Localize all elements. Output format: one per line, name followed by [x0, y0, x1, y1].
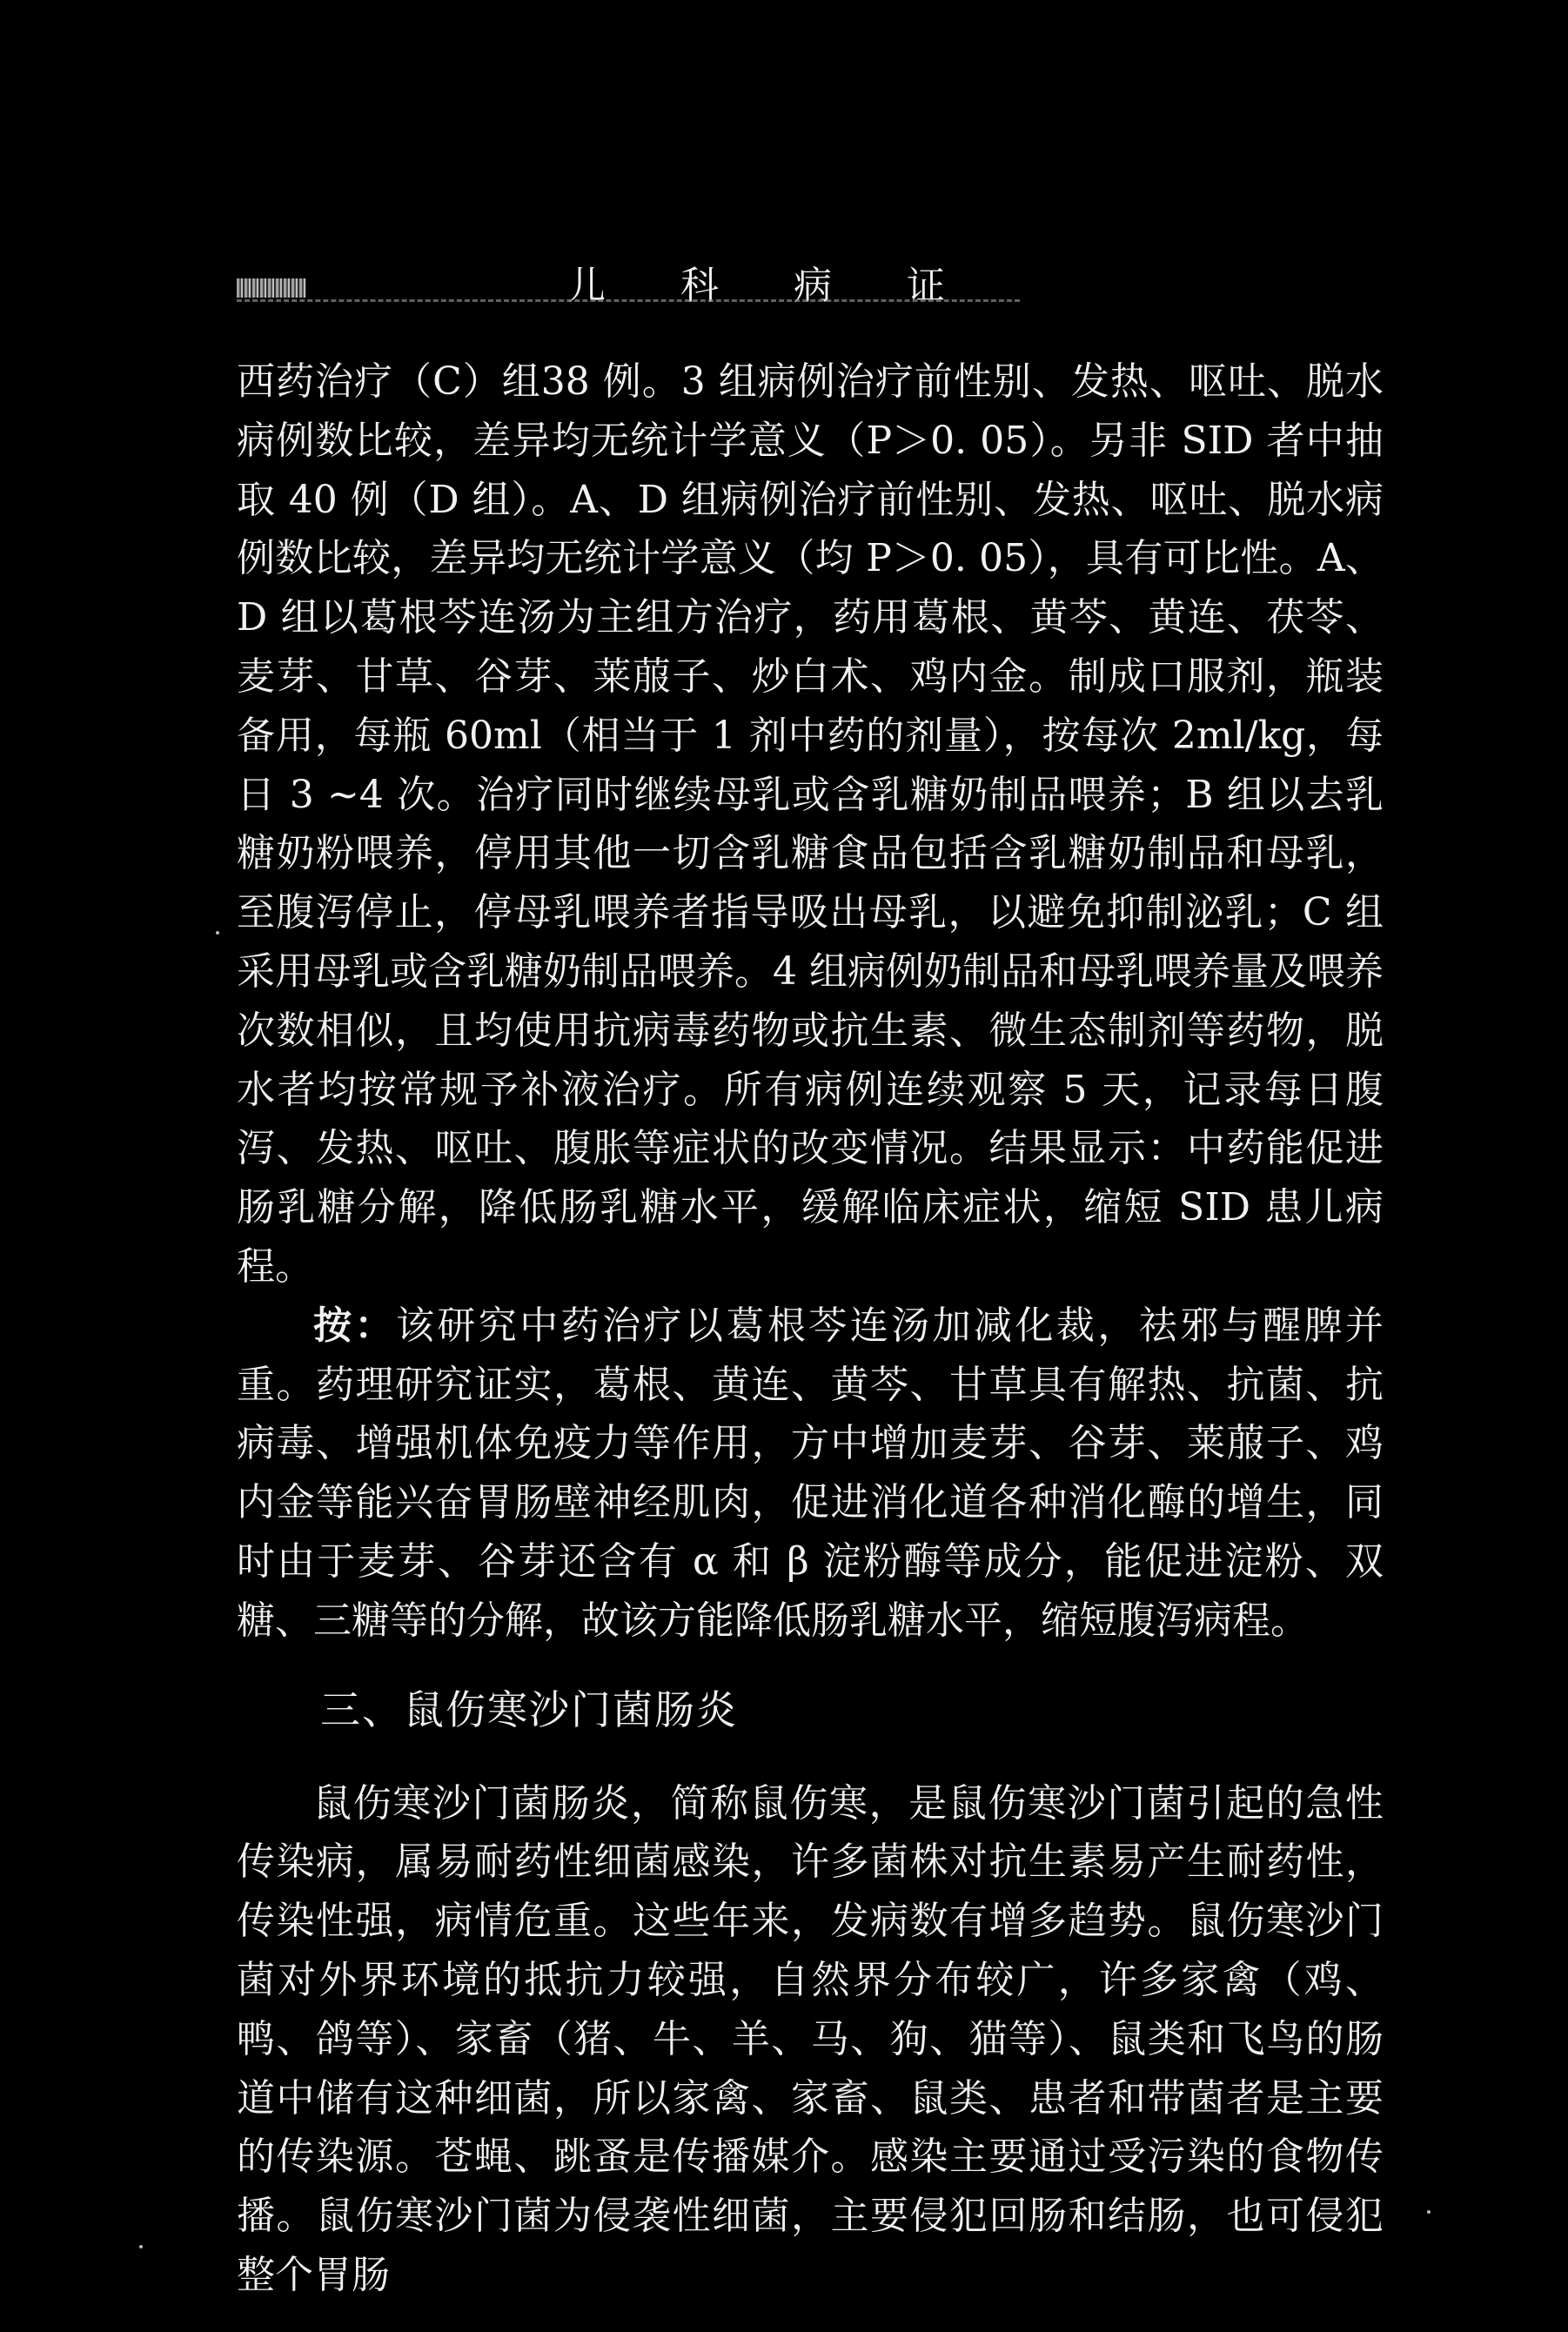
- running-head: [237, 254, 1368, 306]
- paragraph-note: [237, 1297, 1384, 1651]
- scan-speck: [139, 2245, 143, 2248]
- section-heading: 三、鼠伤寒沙门菌肠炎: [320, 1685, 738, 1733]
- paragraph-study-methods: 西药治疗（C）组38 例。3 组病例治疗前性别、发热、呕吐、脱水病例数比较，差异均无统计学意义（P＞0. 05）。另非 SID 者中抽取 40 例（D 组）。A、D 组病例治疗前性别、发热、呕吐、脱水病例数比较，差异均无统计学意义（均 P＞0. 05），具有可比性。A、D 组以葛根芩连汤为主组方治疗，药用葛根、黄芩、黄连、茯苓、麦芽、甘草、谷芽、莱菔子、炒白术、鸡内金。制成口服剂，瓶装备用，每瓶 60ml（相当于 1 剂中药的剂量），按每次 2ml/kg，每日 3 ~4 次。治疗同时继续母乳或含乳糖奶制品喂养；B 组以去乳糖奶粉喂养，停用其他一切含乳糖食品包括含乳糖奶制品和母乳，至腹泻停止，停母乳喂养者指导吸出母乳，以避免抑制泌乳；C 组采用母乳或含乳糖奶制品喂养。4 组病例奶制品和母乳喂养量及喂养次数相似，且均使用抗病毒药物或抗生素、微生态制剂等药物，脱水者均按常规予补液治疗。所有病例连续观察 5 天，记录每日腹泻、发热、呕吐、腹胀等症状的改变情况。结果显示：中药能促进肠乳糖分解，降低肠乳糖水平，缓解临床症状，缩短 SID 患儿病程。: [237, 359, 1384, 1289]
- page-number-mark: [237, 278, 306, 298]
- note-text: 该研究中药治疗以葛根芩连汤加减化裁，祛邪与醒脾并重。药理研究证实，葛根、黄连、黄芩、甘草具有解热、抗菌、抗病毒、增强机体免疫力等作用，方中增加麦芽、谷芽、莱菔子、鸡内金等能兴奋胃肠壁神经肌肉，促进消化道各种消化酶的增生，同时由于麦芽、谷芽还含有 α 和 β 淀粉酶等成分，能促进淀粉、双糖、三糖等的分解，故该方能降低肠乳糖水平，缩短腹泻病程。: [237, 1303, 1384, 1643]
- paragraph-section-body: 鼠伤寒沙门菌肠炎，简称鼠伤寒，是鼠伤寒沙门菌引起的急性传染病，属易耐药性细菌感染，许多菌株对抗生素易产生耐药性，传染性强，病情危重。这些年来，发病数有增多趋势。鼠伤寒沙门菌对外界环境的抵抗力较强，自然界分布较广，许多家禽（鸡、鸭、鸽等）、家畜（猪、牛、羊、马、狗、猫等）、鼠类和飞鸟的肠道中储有这种细菌，所以家禽、家畜、鼠类、患者和带菌者是主要的传染源。苍蝇、跳蚤是传播媒介。感染主要通过受污染的食物传播。鼠伤寒沙门菌为侵袭性细菌，主要侵犯回肠和结肠，也可侵犯整个胃肠: [237, 1780, 1384, 2297]
- page-body: [237, 352, 1384, 2305]
- running-head-title: 儿 科 病 证: [567, 264, 976, 308]
- scan-speck: [1427, 2210, 1431, 2214]
- running-head-rule: [237, 299, 1020, 302]
- note-label: 按：: [313, 1303, 396, 1348]
- scan-speck: [216, 931, 219, 935]
